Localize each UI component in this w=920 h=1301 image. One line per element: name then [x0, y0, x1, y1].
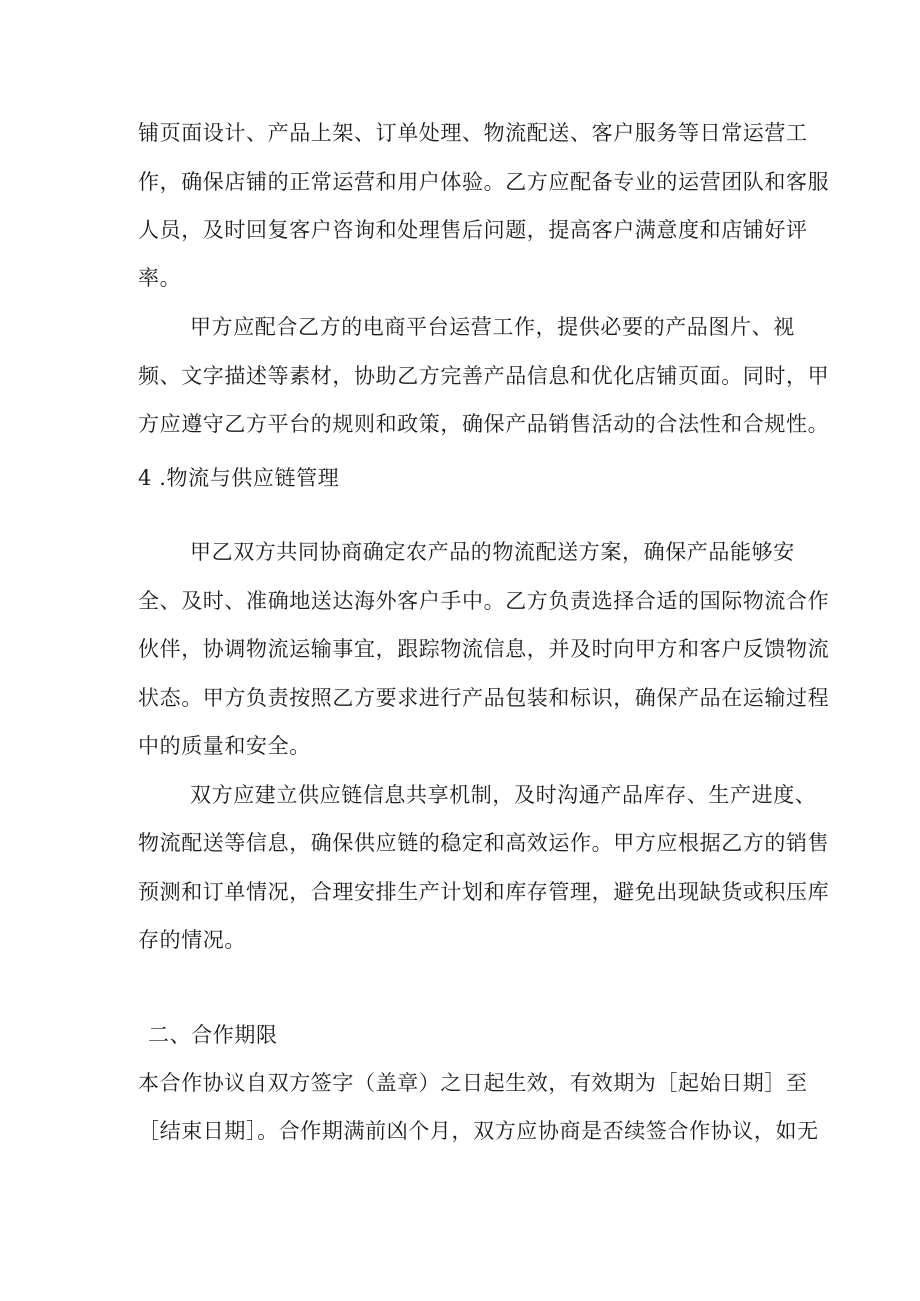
paragraph-1-line-1: 铺页面设计、产品上架、订单处理、物流配送、客户服务等日常运营工: [138, 121, 808, 145]
paragraph-5-line-1: 本合作协议自双方签字（盖章）之日起生效，有效期为［起始日期］至: [138, 1071, 808, 1095]
paragraph-3-line-2: 全、及时、准确地送达海外客户手中。乙方负责选择合适的国际物流合作: [138, 589, 830, 613]
paragraph-5-line-2: ［结束日期］。合作期满前凶个月，双方应协商是否续签合作协议，如无: [138, 1119, 819, 1143]
paragraph-2-line-3: 方应遵守乙方平台的规则和政策，确保产品销售活动的合法性和合规性。: [138, 412, 830, 436]
paragraph-3-line-1: 甲乙双方共同协商确定农产品的物流配送方案，确保产品能够安: [190, 540, 795, 564]
paragraph-4-line-1: 双方应建立供应链信息共享机制，及时沟通产品库存、生产进度、: [190, 783, 817, 807]
paragraph-4-line-3: 预测和订单情况，合理安排生产计划和库存管理，避免出现缺货或积压库: [138, 880, 830, 904]
paragraph-1-line-2: 作，确保店铺的正常运营和用户体验。乙方应配备专业的运营团队和客服: [138, 170, 830, 194]
section-heading-cooperation-term: 二、合作期限: [148, 1023, 278, 1047]
paragraph-3-line-3: 伙伴，协调物流运输事宜，跟踪物流信息，并及时向甲方和客户反馈物流: [138, 637, 830, 661]
section-heading-logistics: 4 .物流与供应链管理: [138, 466, 340, 490]
paragraph-4-line-2: 物流配送等信息，确保供应链的稳定和高效运作。甲方应根据乙方的销售: [138, 831, 830, 855]
paragraph-2-line-1: 甲方应配合乙方的电商平台运营工作，提供必要的产品图片、视: [190, 315, 795, 339]
paragraph-1-line-3: 人员，及时回复客户咨询和处理售后问题，提高客户满意度和店铺好评: [138, 218, 808, 242]
paragraph-3-line-5: 中的质量和安全。: [138, 734, 311, 758]
paragraph-4-line-4: 存的情况。: [138, 928, 246, 952]
paragraph-3-line-4: 状态。甲方负责按照乙方要求进行产品包装和标识，确保产品在运输过程: [138, 686, 830, 710]
paragraph-2-line-2: 频、文字描述等素材，协助乙方完善产品信息和优化店铺页面。同时，甲: [138, 364, 830, 388]
paragraph-1-line-4: 率。: [138, 266, 182, 290]
